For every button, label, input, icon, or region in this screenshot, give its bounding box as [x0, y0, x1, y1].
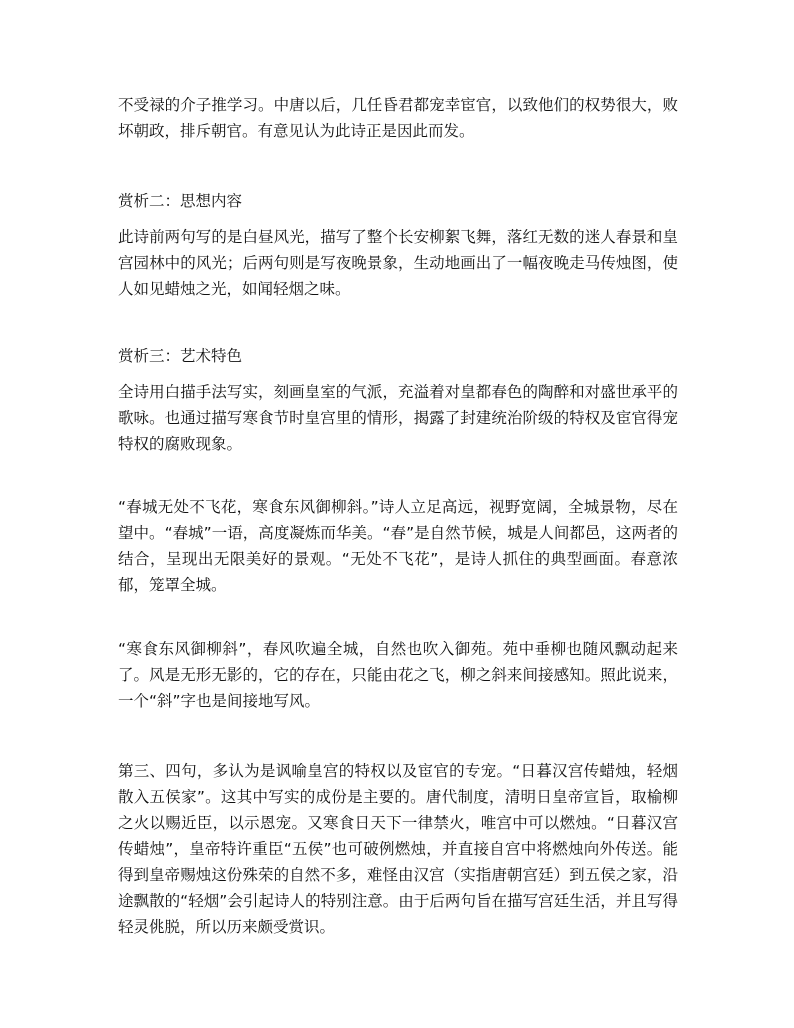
section-heading-appreciation-three: 赏析三：艺术特色 [118, 347, 243, 365]
paragraph-thought-content: 此诗前两句写的是白昼风光，描写了整个长安柳絮飞舞，落红无数的迷人春景和皇宫园林中的风光；后两句则是写夜晚景象，生动地画出了一幅夜晚走马传烛图，使人如见蜡烛之光，如闻轻烟之味。 [118, 228, 678, 298]
paragraph-spring-city: “春城无处不飞花，寒食东风御柳斜。”诗人立足高远，视野宽阔，全城景物，尽在望中。“春城”一语，高度凝炼而华美。“春”是自然节候，城是人间都邑，这两者的结合，呈现出无限美好的景观。“无处不飞花”，是诗人抓住的典型画面。春意浓郁，笼罩全城。 [118, 498, 678, 594]
paragraph-east-wind: “寒食东风御柳斜”，春风吹遍全城，自然也吹入御苑。苑中垂柳也随风飘动起来了。风是无形无影的，它的存在，只能由花之飞，柳之斜来间接感知。照此说来，一个“斜”字也是间接地写风。 [118, 640, 678, 710]
section-heading-appreciation-two: 赏析二：思想内容 [118, 192, 243, 210]
paragraph-third-fourth-lines: 第三、四句，多认为是讽喻皇宫的特权以及宦官的专宠。“日暮汉宫传蜡烛，轻烟散入五侯家”。这其中写实的成份是主要的。唐代制度，清明日皇帝宣旨，取榆柳之火以赐近臣，以示恩宠。又寒食日天下一律禁火，唯宫中可以燃烛。“日暮汉宫传蜡烛”，皇帝特许重臣“五侯”也可破例燃烛，并直接自宫中将燃烛向外传送。能得到皇帝赐烛这份殊荣的自然不多，难怪由汉宫（实指唐朝宫廷）到五侯之家，沿途飘散的“轻烟”会引起诗人的特别注意。由于后两句旨在描写宫廷生活，并且写得轻灵佻脱，所以历来颇受赏识。 [118, 762, 678, 936]
paragraph-artistic-features: 全诗用白描手法写实，刻画皇室的气派，充溢着对皇都春色的陶醉和对盛世承平的歌咏。也通过描写寒食节时皇宫里的情形，揭露了封建统治阶级的特权及宦官得宠特权的腐败现象。 [118, 383, 678, 453]
paragraph-intro-continuation: 不受禄的介子推学习。中唐以后，几任昏君都宠幸宦官，以致他们的权势很大，败坏朝政，排斥朝官。有意见认为此诗正是因此而发。 [118, 96, 678, 140]
